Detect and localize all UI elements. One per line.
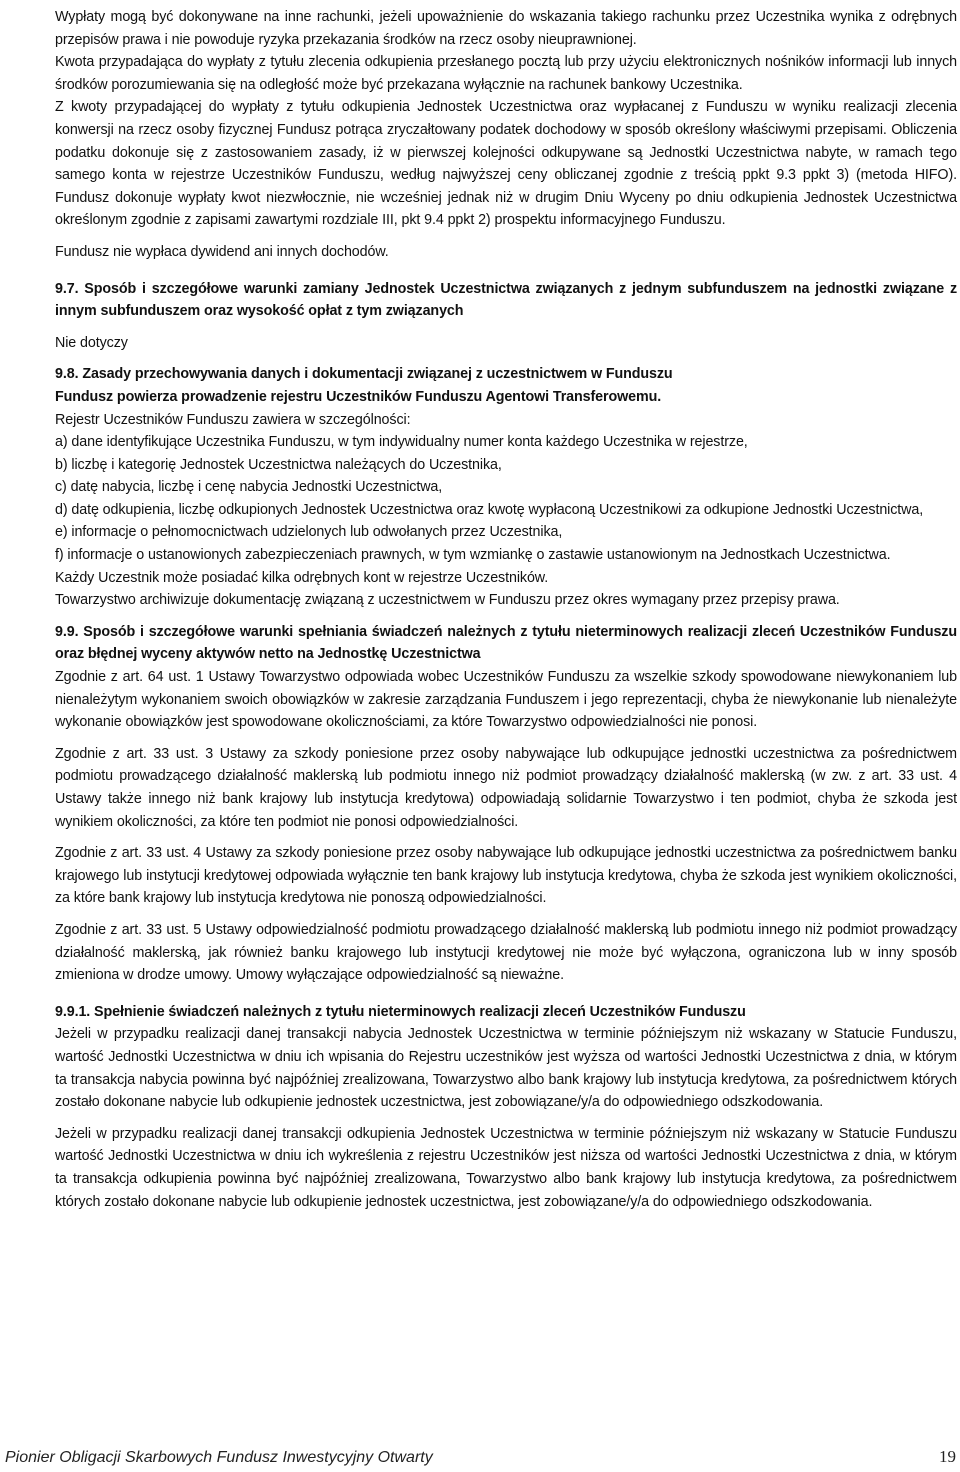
list-item: c) datę nabycia, liczbę i cenę nabycia Jednostki Uczestnictwa, xyxy=(55,479,443,496)
paragraph: Z kwoty przypadającej do wypłaty z tytułu odkupienia Jednostek Uczestnictwa oraz wypłacanej z Funduszu w wyniku realizacji zlecenia konwersji na rzecz osoby fizycznej Fundusz potrąca zryczałtowany podatek dochodowy w sposób określony właściwymi przepisami. Obliczenia podatku dokonuje się z zastosowaniem zasady, iż w pierwszej kolejności odkupywane są Jednostki Uczestnictwa nabyte, w ramach tego samego konta w rejestrze Uczestników Funduszu, według najwyższej ceny obliczanej zgodnie z treścią ppkt 9.3 ppkt 3) (metoda HIFO). Fundusz dokonuje wypłaty kwot niezwłocznie, nie wcześniej jednak niż w drugim Dniu Wyceny po dniu odkupienia Jednostek Uczestnictwa określonym zgodnie z zapisami zawartymi rozdziale III, pkt 9.4 ppkt 2) prospektu informacyjnego Funduszu. xyxy=(55,99,957,229)
section-heading-9-8: 9.8. Zasady przechowywania danych i dokumentacji związanej z uczestnictwem w Funduszu xyxy=(55,366,673,383)
footer-fund-name: Pionier Obligacji Skarbowych Fundusz Inwestycyjny Otwarty xyxy=(5,1449,433,1466)
section-heading-9-9: 9.9. Sposób i szczegółowe warunki spełniania świadczeń należnych z tytułu nieterminowych realizacji zleceń Uczestników Funduszu oraz błędnej wyceny aktywów netto na Jednostkę Uczestnictwa xyxy=(55,623,957,663)
paragraph: Kwota przypadająca do wypłaty z tytułu zlecenia odkupienia przesłanego pocztą lub przy użyciu elektronicznych nośników informacji lub innych środków porozumiewania się na odległość może być przekazana wyłącznie na rachunek bankowy Uczestnika. xyxy=(55,54,957,93)
paragraph: Jeżeli w przypadku realizacji danej transakcji nabycia Jednostek Uczestnictwa w terminie późniejszym niż wskazany w Statucie Funduszu, wartość Jednostki Uczestnictwa w dniu ich wpisania do Rejestru uczestników jest wyższa od wartości Jednostki Uczestnictwa z dnia, w którym ta transakcja nabycia powinna być najpóźniej zrealizowana, Towarzystwo albo bank krajowy lub instytucja kredytowa, za pośrednictwem których zostało dokonane nabycie lub odkupienie jednostek uczestnictwa, jest zobowiązane/y/a do odpowiedniego odszkodowania. xyxy=(55,1026,957,1111)
paragraph: Zgodnie z art. 33 ust. 3 Ustawy za szkody poniesione przez osoby nabywające lub odkupujące jednostki uczestnictwa za pośrednictwem podmiotu prowadzącego działalność maklerską lub podmiotu innego niż podmiot prowadzący działalność maklerską (w zw. z art. 33 ust. 4 Ustawy także innego niż bank krajowy lub instytucja kredytowa) odpowiadają solidarnie Towarzystwo i ten podmiot, chyba że szkoda jest wynikiem okoliczności, za które ten podmiot nie ponosi odpowiedzialności. xyxy=(55,745,957,830)
list-item: e) informacje o pełnomocnictwach udzielonych lub odwołanych przez Uczestnika, xyxy=(55,524,563,541)
paragraph: Jeżeli w przypadku realizacji danej transakcji odkupienia Jednostek Uczestnictwa w terminie późniejszym niż wskazany w Statucie Funduszu wartość Jednostki Uczestnictwa w dniu ich wykreślenia z rejestru Uczestników jest niższa od wartości Jednostki Uczestnictwa z dnia, w którym ta transakcja odkupienia powinna być najpóźniej zrealizowana, Towarzystwo albo bank krajowy lub instytucja kredytowa, za pośrednictwem których zostało dokonane nabycie lub odkupienie jednostek uczestnictwa, jest zobowiązane/y/a do odpowiedniego odszkodowania. xyxy=(55,1125,957,1210)
paragraph: Zgodnie z art. 64 ust. 1 Ustawy Towarzystwo odpowiada wobec Uczestników Funduszu za wszelkie szkody spowodowane niewykonaniem lub nienależytym wykonaniem swoich obowiązków w zakresie zarządzania Funduszem i jego reprezentacji, chyba że niewykonanie lub nienależyte wykonanie obowiązków jest spowodowane okolicznościami, za które Towarzystwo odpowiedzialności nie ponosi. xyxy=(55,669,957,731)
section-heading-9-7: 9.7. Sposób i szczegółowe warunki zamiany Jednostek Uczestnictwa związanych z jednym subfunduszem na jednostki związane z innym subfunduszem oraz wysokość opłat z tym związanych xyxy=(55,280,957,320)
section-heading-9-9-1: 9.9.1. Spełnienie świadczeń należnych z tytułu nieterminowych realizacji zleceń Uczestników Funduszu xyxy=(55,1003,746,1020)
document-body xyxy=(55,6,957,1213)
list-item: d) datę odkupienia, liczbę odkupionych Jednostek Uczestnictwa oraz kwotę wypłaconą Uczestnikowi za odkupione Jednostki Uczestnictwa, xyxy=(55,501,924,518)
paragraph: Fundusz nie wypłaca dywidend ani innych dochodów. xyxy=(55,243,389,260)
list-item: a) dane identyfikujące Uczestnika Funduszu, w tym indywidualny numer konta każdego Uczestnika w rejestrze, xyxy=(55,434,748,451)
list-item: f) informacje o ustanowionych zabezpieczeniach prawnych, w tym wzmiankę o zastawie ustanowionym na Jednostkach Uczestnictwa. xyxy=(55,547,891,564)
paragraph: Nie dotyczy xyxy=(55,334,128,351)
paragraph: Rejestr Uczestników Funduszu zawiera w szczególności: xyxy=(55,411,411,428)
paragraph: Towarzystwo archiwizuje dokumentację związaną z uczestnictwem w Funduszu przez okres wymagany przez przepisy prawa. xyxy=(55,592,840,609)
list-item: b) liczbę i kategorię Jednostek Uczestnictwa należących do Uczestnika, xyxy=(55,456,502,473)
paragraph: Zgodnie z art. 33 ust. 4 Ustawy za szkody poniesione przez osoby nabywające lub odkupujące jednostki uczestnictwa za pośrednictwem banku krajowego lub instytucji kredytowej odpowiada wyłącznie ten bank krajowy lub instytucja kredytowa, chyba że szkoda jest wynikiem okoliczności, za które bank krajowy lub instytucja kredytowa nie ponoszą odpowiedzialności. xyxy=(55,845,957,907)
paragraph: Zgodnie z art. 33 ust. 5 Ustawy odpowiedzialność podmiotu prowadzącego działalność maklerską lub podmiotu innego niż podmiot prowadzący działalność maklerską, jak również banku krajowego lub instytucji kredytowej nie może być wyłączona, ograniczona lub w inny sposób zmieniona w drodze umowy. Umowy wyłączające odpowiedzialność są nieważne. xyxy=(55,921,957,984)
paragraph: Każdy Uczestnik może posiadać kilka odrębnych kont w rejestrze Uczestników. xyxy=(55,569,549,586)
paragraph: Wypłaty mogą być dokonywane na inne rachunki, jeżeli upoważnienie do wskazania takiego rachunku przez Uczestnika wynika z odrębnych przepisów prawa i nie powoduje ryzyka przekazania środków na rzecz osoby nieuprawnionej. xyxy=(55,9,957,48)
page-number: 19 xyxy=(939,1447,956,1466)
section-subheading: Fundusz powierza prowadzenie rejestru Uczestników Funduszu Agentowi Transferowemu. xyxy=(55,388,662,405)
